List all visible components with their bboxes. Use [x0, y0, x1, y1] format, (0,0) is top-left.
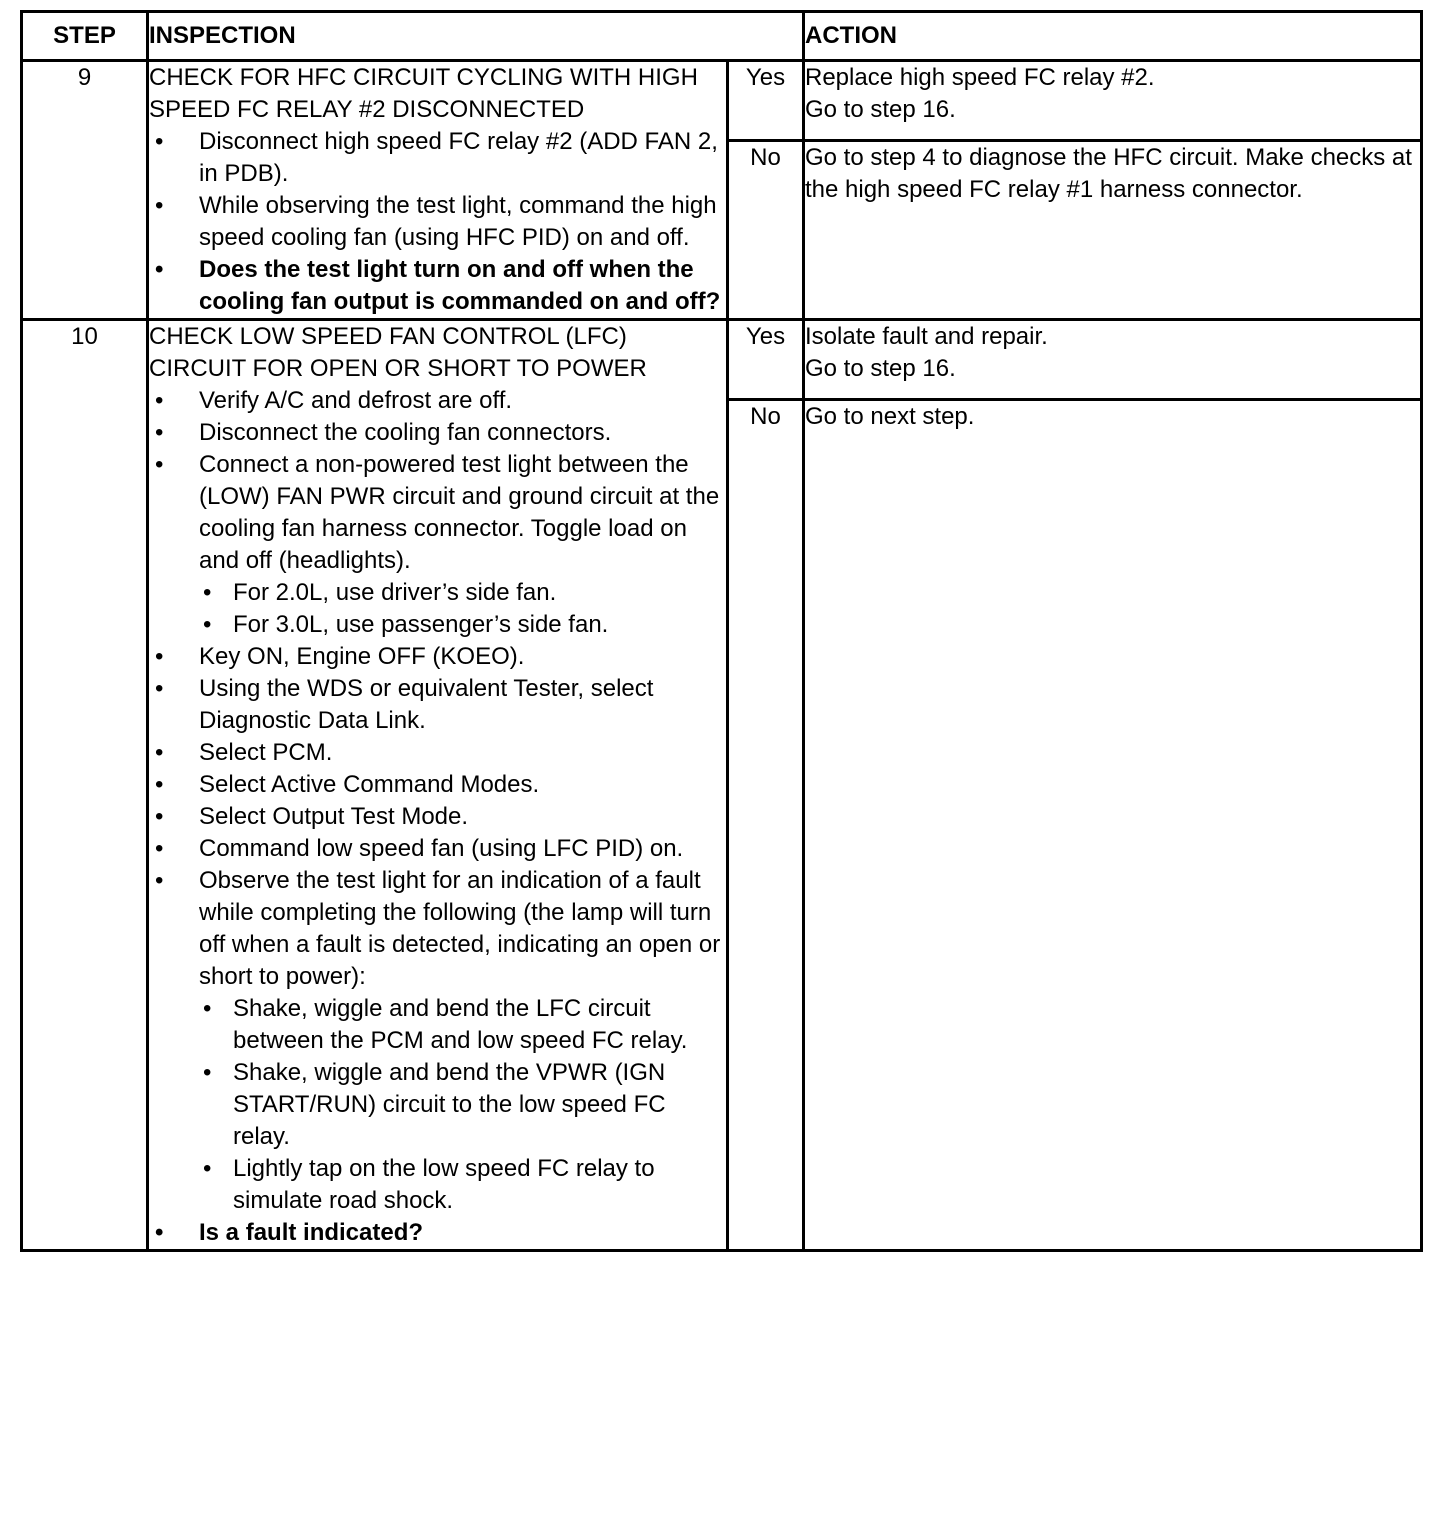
- yes-action-line: Isolate fault and repair.: [805, 323, 1048, 350]
- no-label: No: [728, 400, 804, 1251]
- inspection-step: • Key ON, Engine OFF (KOEO).: [149, 641, 726, 673]
- no-label: No: [728, 141, 804, 320]
- observe-sub-step: • Lightly tap on the low speed FC relay to simulate road shock.: [199, 1153, 726, 1217]
- inspection-title: CHECK LOW SPEED FAN CONTROL (LFC) CIRCUIT FOR OPEN OR SHORT TO POWER: [149, 323, 647, 382]
- inspection-step: • Verify A/C and defrost are off.: [149, 385, 726, 417]
- yes-action: [804, 320, 1422, 400]
- step-9-yes-row: [22, 61, 1422, 141]
- diagnostic-table: [20, 10, 1423, 1252]
- inspection-cell: [148, 61, 728, 320]
- header-row: [22, 12, 1422, 61]
- inspection-step: • Using the WDS or equivalent Tester, select Diagnostic Data Link.: [149, 673, 726, 737]
- inspection-step: • Command low speed fan (using LFC PID) on.: [149, 833, 726, 865]
- yes-action: [804, 61, 1422, 141]
- no-action: Go to next step.: [804, 400, 1422, 1251]
- step-10-yes-row: [22, 320, 1422, 400]
- no-action: Go to step 4 to diagnose the HFC circuit. Make checks at the high speed FC relay #1 harness connector.: [804, 141, 1422, 320]
- inspection-question: • Does the test light turn on and off when the cooling fan output is commanded on and off?: [149, 254, 726, 318]
- yes-label: Yes: [728, 320, 804, 400]
- action-header: ACTION: [804, 12, 1422, 61]
- inspection-header: INSPECTION: [148, 12, 804, 61]
- step-header: STEP: [22, 12, 148, 61]
- observe-sub-step: • Shake, wiggle and bend the VPWR (IGN START/RUN) circuit to the low speed FC relay.: [199, 1057, 726, 1153]
- inspection-step: • Disconnect the cooling fan connectors.: [149, 417, 726, 449]
- step-number: 10: [22, 320, 148, 1251]
- inspection-step: • Disconnect high speed FC relay #2 (ADD FAN 2, in PDB).: [149, 126, 726, 190]
- observe-sub-step: • Shake, wiggle and bend the LFC circuit between the PCM and low speed FC relay.: [199, 993, 726, 1057]
- observe-sub-steps: [199, 993, 726, 1217]
- yes-label: Yes: [728, 61, 804, 141]
- inspection-step: [149, 865, 726, 1217]
- inspection-steps: [149, 126, 726, 318]
- step-number: 9: [22, 61, 148, 320]
- fan-sub-step: • For 3.0L, use passenger’s side fan.: [199, 609, 726, 641]
- inspection-question: • Is a fault indicated?: [149, 1217, 726, 1249]
- inspection-step: • While observing the test light, command the high speed cooling fan (using HFC PID) on and off.: [149, 190, 726, 254]
- inspection-cell: [148, 320, 728, 1251]
- fan-sub-steps: [199, 577, 726, 641]
- yes-action-line: Go to step 16.: [805, 355, 956, 382]
- inspection-step-text: Observe the test light for an indication of a fault while completing the following (the lamp will turn off when a fault is detected, indicating an open or short to power):: [199, 867, 721, 990]
- yes-action-line: Replace high speed FC relay #2.: [805, 64, 1155, 91]
- yes-action-line: Go to step 16.: [805, 96, 956, 123]
- inspection-step: • Select PCM.: [149, 737, 726, 769]
- inspection-title: CHECK FOR HFC CIRCUIT CYCLING WITH HIGH SPEED FC RELAY #2 DISCONNECTED: [149, 64, 698, 123]
- inspection-step: • Select Output Test Mode.: [149, 801, 726, 833]
- inspection-step: • Select Active Command Modes.: [149, 769, 726, 801]
- fan-sub-step: • For 2.0L, use driver’s side fan.: [199, 577, 726, 609]
- inspection-step: [149, 449, 726, 641]
- inspection-steps: [149, 385, 726, 1249]
- inspection-step-text: Connect a non-powered test light between the (LOW) FAN PWR circuit and ground circuit at the cooling fan harness connector. Toggle load on and off (headlights).: [199, 451, 720, 574]
